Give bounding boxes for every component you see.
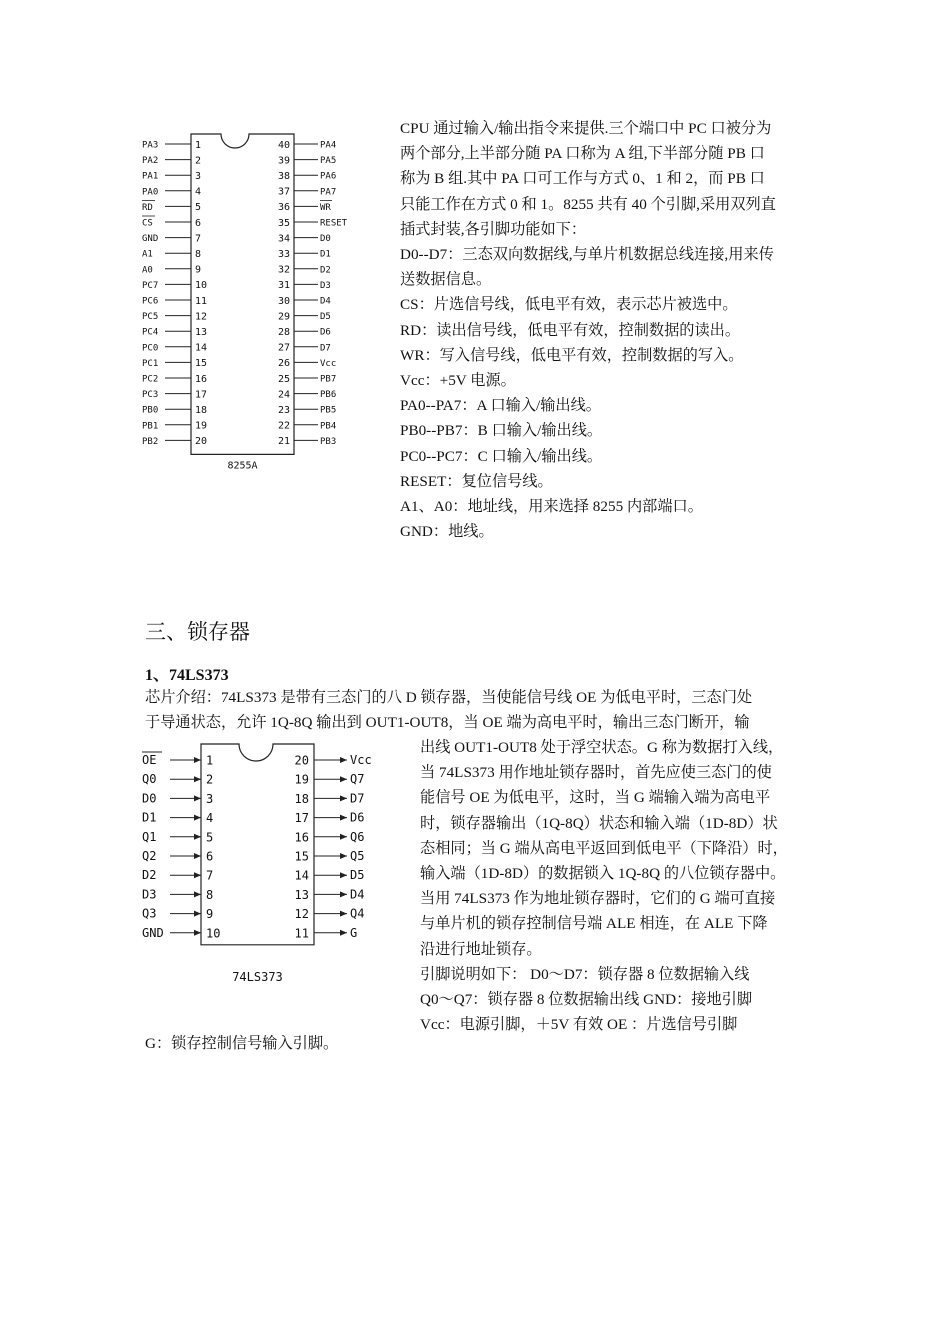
- pin-label: PB0: [142, 405, 159, 416]
- latch-intro-side-line: 态相同；当 G 端从高电平返回到低电平（下降沿）时，: [420, 839, 788, 857]
- pin-number: 27: [277, 342, 290, 354]
- pin-number: 5: [206, 830, 214, 845]
- intro-8255-line: WR：写入信号线，低电平有效，控制数据的写入。: [400, 346, 744, 364]
- pin-label: PB2: [142, 436, 159, 447]
- pin-label: D3: [320, 280, 331, 291]
- pin-number: 39: [277, 155, 290, 167]
- pin-label: Q6: [350, 829, 365, 844]
- pin-number: 2: [206, 772, 214, 787]
- pin-label: PA2: [142, 156, 159, 167]
- pin-number: 37: [277, 186, 290, 198]
- pin-number: 34: [277, 233, 290, 245]
- pin-number: 28: [277, 327, 290, 338]
- pin-label: Q3: [142, 906, 157, 921]
- intro-8255-line: RESET：复位信号线。: [400, 472, 553, 490]
- pin-number: 8: [195, 249, 202, 260]
- latch-intro-side-line: 能信号 OE 为低电平，这时，当 G 端输入端为高电平: [420, 789, 771, 807]
- pin-arrow: [340, 815, 347, 821]
- latch-intro-side-line: 出线 OUT1-OUT8 处于浮空状态。G 称为数据打入线，: [420, 739, 784, 756]
- latch-intro-side-line: 当 74LS373 用作地址锁存器时，首先应使三态门的使: [420, 764, 772, 782]
- pin-arrow: [194, 872, 201, 878]
- latch-intro-side-line: 输入端（1D-8D）的数据锁入 1Q-8Q 的八位锁存器中。: [420, 865, 786, 883]
- intro-8255-line: A1、A0：地址线，用来选择 8255 内部端口。: [400, 498, 703, 516]
- pin-number: 2: [195, 155, 202, 167]
- pin-label: PC1: [142, 358, 159, 369]
- pin-label: PC2: [142, 374, 159, 385]
- pin-label: Q0: [142, 772, 157, 787]
- pin-number: 40: [277, 139, 290, 151]
- pin-label: PA0: [142, 187, 159, 198]
- latch-intro-side-line: 引脚说明如下： D0～D7：锁存器 8 位数据输入线: [420, 965, 750, 983]
- intro-8255-line: CPU 通过输入/输出指令来提供.三个端口中 PC 口被分为: [400, 120, 772, 137]
- pin-arrow: [194, 853, 201, 859]
- pin-arrow: [194, 795, 201, 801]
- pin-label: PA4: [320, 140, 337, 151]
- pin-number: 3: [195, 171, 202, 182]
- pin-number: 10: [206, 926, 221, 941]
- pin-number: 35: [277, 217, 290, 229]
- pin-label: Q2: [142, 849, 157, 863]
- intro-8255-line: CS：片选信号线，低电平有效，表示芯片被选中。: [400, 296, 738, 314]
- latch-last-line: [145, 1031, 338, 1056]
- pin-label: RESET: [320, 218, 348, 229]
- pin-number: 36: [277, 202, 290, 214]
- intro-8255-line: PB0--PB7：B 口输入/输出线。: [400, 422, 603, 440]
- chip-caption: 74LS373: [232, 969, 283, 982]
- pin-label: D2: [142, 868, 157, 883]
- pin-number: 9: [206, 907, 214, 922]
- pin-number: 4: [206, 811, 214, 826]
- pin-number: 7: [206, 868, 214, 883]
- pin-number: 24: [277, 389, 290, 401]
- pin-number: 20: [195, 436, 208, 448]
- pin-number: 31: [277, 280, 290, 292]
- pin-label: PA1: [142, 171, 159, 182]
- pin-number: 20: [294, 753, 309, 768]
- pin-label: RD: [142, 202, 153, 213]
- pin-label: D4: [320, 296, 331, 307]
- pin-number: 17: [195, 389, 208, 401]
- pin-label: PC0: [142, 343, 159, 354]
- pin-label: PB5: [320, 405, 337, 416]
- pin-label: D3: [142, 887, 157, 902]
- latch-intro-side-line: 与单片机的锁存控制信号端 ALE 相连，在 ALE 下降: [420, 915, 768, 933]
- pin-number: 18: [294, 791, 309, 806]
- pin-label: Q4: [350, 906, 365, 921]
- pin-number: 14: [294, 868, 309, 883]
- pin-arrow: [340, 834, 347, 840]
- latch-intro-side-line: Q0～Q7：锁存器 8 位数据输出线 GND：接地引脚: [420, 991, 753, 1009]
- pin-number: 15: [294, 849, 309, 864]
- pin-number: 32: [277, 264, 290, 276]
- pin-arrow: [194, 757, 201, 763]
- chip-74ls373-svg: [140, 742, 390, 982]
- pin-label: PA6: [320, 171, 337, 182]
- pin-number: 23: [277, 405, 290, 416]
- intro-8255-line: PA0--PA7：A 口输入/输出线。: [400, 397, 601, 415]
- pin-arrow: [340, 930, 347, 936]
- intro-8255-line: D0--D7：三态双向数据线,与单片机数据总线连接,用来传: [400, 246, 774, 264]
- pin-label: PC5: [142, 312, 159, 323]
- pin-label: PB3: [320, 436, 337, 447]
- pin-number: 12: [294, 907, 309, 922]
- pin-number: 19: [195, 420, 208, 432]
- pin-arrow: [194, 834, 201, 840]
- chip-caption: 8255A: [227, 460, 258, 472]
- latch-intro-full: [145, 685, 815, 735]
- pin-label: D6: [320, 327, 331, 338]
- pin-number: 9: [195, 264, 202, 276]
- latch-intro-side-line: 时，锁存器输出（1Q-8Q）状态和输入端（1D-8D）状: [420, 814, 778, 832]
- pin-label: Q1: [142, 829, 157, 844]
- pin-label: Q7: [350, 772, 365, 787]
- section-heading: 三、锁存器: [145, 620, 250, 644]
- pin-number: 3: [206, 791, 214, 806]
- intro-8255-line: RD：读出信号线，低电平有效，控制数据的读出。: [400, 321, 741, 339]
- sub-heading: 1、74LS373: [145, 667, 229, 684]
- pin-arrow: [340, 872, 347, 878]
- latch-intro-full-line: 于导通状态，允许 1Q-8Q 输出到 OUT1-OUT8，当 OE 端为高电平时，输出三态门断开，输: [145, 714, 750, 732]
- latch-intro-side-line: Vcc：电源引脚，＋5V 有效 OE ：片选信号引脚: [420, 1016, 738, 1034]
- pin-label: D5: [320, 312, 331, 323]
- pin-arrow: [194, 776, 201, 782]
- pin-label: Vcc: [320, 358, 337, 369]
- pin-label: PC6: [142, 296, 159, 307]
- intro-8255-line: 称为 B 组.其中 PA 口可工作与方式 0、1 和 2，而 PB 口: [400, 170, 765, 188]
- pin-number: 22: [277, 420, 290, 432]
- pin-arrow: [340, 891, 347, 897]
- pin-label: D7: [320, 343, 331, 354]
- pin-label: PC3: [142, 390, 159, 401]
- intro-8255-line: Vcc：+5V 电源。: [400, 372, 516, 390]
- pin-label: D2: [320, 265, 331, 276]
- intro-8255-line: PC0--PC7：C 口输入/输出线。: [400, 447, 603, 465]
- pin-number: 30: [277, 295, 290, 307]
- pin-number: 8: [206, 887, 214, 902]
- pin-number: 19: [294, 772, 309, 787]
- pin-arrow: [340, 757, 347, 763]
- pin-number: 25: [277, 373, 290, 385]
- pin-label: D4: [350, 887, 365, 902]
- pin-label: PA3: [142, 140, 159, 151]
- pin-number: 6: [195, 217, 202, 229]
- pin-number: 12: [195, 311, 208, 323]
- pin-number: 21: [277, 436, 290, 448]
- pin-arrow: [194, 911, 201, 917]
- pin-number: 38: [277, 171, 290, 182]
- intro-8255-line: 只能工作在方式 0 和 1。8255 共有 40 个引脚,采用双列直: [400, 195, 776, 213]
- pin-number: 1: [206, 753, 214, 768]
- pin-label: D6: [350, 810, 365, 825]
- pin-label: PB6: [320, 390, 337, 401]
- chip-74ls373-diagram: [140, 742, 390, 982]
- pin-label: D0: [320, 234, 331, 245]
- pin-label: G: [350, 925, 358, 940]
- pin-label: D0: [142, 791, 157, 806]
- pin-number: 13: [195, 327, 208, 338]
- pin-number: 16: [294, 830, 309, 845]
- pin-number: 14: [195, 342, 208, 354]
- pin-label: Q5: [350, 849, 365, 863]
- pin-label: D1: [320, 249, 331, 260]
- pin-label: PA5: [320, 156, 337, 167]
- pin-arrow: [340, 795, 347, 801]
- pin-label: PC4: [142, 327, 159, 338]
- latch-intro-full-line: 芯片介绍：74LS373 是带有三态门的八 D 锁存器，当使能信号线 OE 为低电平时，三态门处: [145, 689, 753, 706]
- pin-label: CS: [142, 218, 153, 229]
- latch-intro-side-line: 当用 74LS373 作为地址锁存器时，它们的 G 端可直接: [420, 890, 776, 908]
- pin-number: 11: [195, 295, 208, 307]
- pin-number: 10: [195, 280, 208, 292]
- pin-label: Vcc: [350, 753, 372, 767]
- pin-number: 6: [206, 849, 214, 864]
- pin-arrow: [194, 815, 201, 821]
- intro-8255-line: 送数据信息。: [400, 271, 492, 289]
- pin-number: 13: [294, 887, 309, 902]
- pin-label: A1: [142, 249, 153, 260]
- pin-number: 11: [294, 926, 309, 941]
- pin-number: 5: [195, 202, 202, 214]
- latch-last-line-text: G：锁存控制信号输入引脚。: [145, 1035, 339, 1052]
- chip-8255-svg: [140, 130, 360, 480]
- pin-number: 16: [195, 373, 208, 385]
- pin-arrow: [340, 911, 347, 917]
- pin-label: A0: [142, 265, 153, 276]
- pin-label: D7: [350, 791, 365, 806]
- pin-number: 29: [277, 311, 290, 323]
- pin-label: PB7: [320, 374, 337, 385]
- pin-number: 4: [195, 186, 202, 198]
- pin-number: 7: [195, 233, 202, 245]
- latch-intro-side-line: 沿进行地址锁存。: [420, 940, 542, 958]
- pin-label: GND: [142, 925, 164, 940]
- pin-number: 17: [294, 811, 309, 826]
- pin-label: WR: [320, 202, 331, 213]
- pin-arrow: [194, 891, 201, 897]
- pin-number: 1: [195, 139, 202, 151]
- pin-number: 33: [277, 249, 290, 260]
- pin-arrow: [340, 853, 347, 859]
- pin-label: PB4: [320, 421, 337, 432]
- pin-number: 15: [195, 358, 208, 370]
- intro-8255-line: GND：地线。: [400, 523, 494, 541]
- chip-8255-diagram: [140, 130, 360, 480]
- intro-8255-line: 插式封装,各引脚功能如下：: [400, 220, 587, 238]
- pin-label: D5: [350, 868, 365, 883]
- pin-label: PA7: [320, 187, 337, 198]
- pin-label: GND: [142, 234, 159, 245]
- latch-intro-side: [420, 735, 815, 1037]
- intro-8255-line: 两个部分,上半部分随 PA 口称为 A 组,下半部分随 PB 口: [400, 145, 765, 163]
- pin-label: D1: [142, 810, 157, 825]
- pin-arrow: [194, 930, 201, 936]
- pin-arrow: [340, 776, 347, 782]
- pin-label: PB1: [142, 421, 159, 432]
- intro-8255-text: [400, 116, 820, 544]
- pin-number: 18: [195, 405, 208, 416]
- pin-number: 26: [277, 358, 290, 370]
- pin-label: PC7: [142, 280, 159, 291]
- pin-label: OE: [142, 753, 157, 767]
